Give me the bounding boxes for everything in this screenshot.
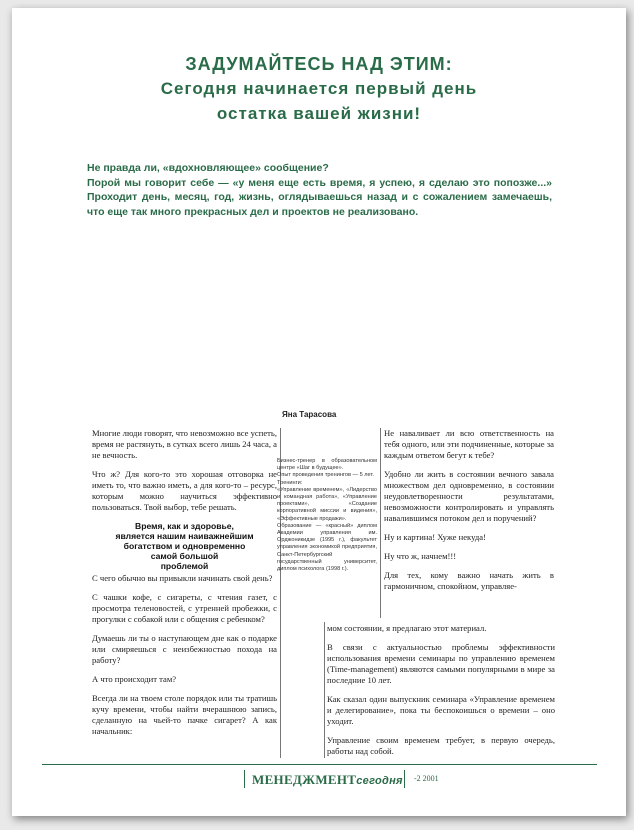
paragraph: Ну что ж, начнем!!! bbox=[384, 551, 457, 561]
paragraph: Ну и картина! Хуже некуда! bbox=[384, 532, 486, 542]
magazine-logo: МЕНЕДЖМЕНТсегодня bbox=[252, 772, 403, 787]
title-line-1: ЗАДУМАЙТЕСЬ НАД ЭТИМ: bbox=[185, 54, 453, 74]
paragraph: А что происходит там? bbox=[92, 674, 177, 684]
paragraph: С чашки кофе, с сигареты, с чтения газет, с просмотра теленовостей, с утренней пробежки, с прогулки с собакой или с общения с ребенком? bbox=[92, 592, 277, 624]
paragraph: мом состоянии, я предлагаю этот материал. bbox=[327, 623, 487, 633]
title-line-2: Сегодня начинается первый день bbox=[160, 79, 478, 98]
title-line-3: остатка вашей жизни! bbox=[216, 104, 422, 123]
paragraph: Всегда ли на твоем столе порядок или ты тратишь кучу времени, чтобы найти вчерашнюю запись, сделанную на чьей-то пачке сигарет? А как начальник: bbox=[92, 693, 277, 736]
author-name: Яна Тарасова bbox=[282, 410, 337, 419]
column-divider bbox=[380, 428, 381, 618]
column-right bbox=[384, 428, 554, 600]
lead-paragraph bbox=[87, 161, 552, 219]
lead-text: Порой мы говорит себе — «у меня еще есть время, я успею, я сделаю это попозже...» Проходит день, месяц, год, жизнь, оглядываешься назад и с сожалением замечаешь, что еще так много прекрасных дел и проектов не реализовано. bbox=[87, 176, 552, 218]
column-divider bbox=[324, 622, 325, 758]
footer-bar bbox=[244, 770, 245, 788]
lead-question: Не правда ли, «вдохновляющее» сообщение? bbox=[87, 162, 329, 174]
paragraph: Как сказал один выпускник семинара «Управление временем и делегирование», пока ты беспокоишься о времени – оно уходит. bbox=[327, 694, 555, 726]
column-right-lower bbox=[327, 623, 555, 765]
paragraph: Удобно ли жить в состоянии вечного завала множеством дел одновременно, в состоянии неудовлетворенности результатами, невозможности контролировать и управлять навалившимся потоком дел и поручений? bbox=[384, 469, 554, 523]
paragraph: Думаешь ли ты о наступающем дне как о подарке или смиряешься с неизбежностью похода на работу? bbox=[92, 633, 277, 665]
footer-bar bbox=[404, 770, 405, 788]
pull-quote: Время, как и здоровье, является нашим наиважнейшим богатством и одновременно самой большой проблемой bbox=[115, 521, 254, 571]
paragraph: С чего обычно вы привыкли начинать свой день? bbox=[92, 573, 273, 583]
footer-rule bbox=[42, 764, 597, 765]
issue-number: -2 2001 bbox=[414, 774, 439, 783]
column-left bbox=[92, 428, 277, 745]
article-title bbox=[12, 52, 626, 126]
author-bio-sidebar: Бизнес-тренер в образовательном центре «Шаг в будущее». Опыт проведения тренингов — 5 лет. Тренинги: «Управление временем», «Лидерство и командная работа», «Управление проектами», «Создание корпоративной миссии и видения», «Эффективные продажи». Образование — «красный» диплом Академии управления им. Орджоникидзе (1995 г.), факультет управления экономикой предприятия, Санкт-Петербургский государственный университет, диплом психолога (1998 г.). bbox=[277, 458, 377, 573]
paragraph: Управление своим временем требует, в первую очередь, работы над собой. bbox=[327, 735, 555, 756]
paragraph: Для тех, кому важно начать жить в гармоничном, спокойном, управляе- bbox=[384, 570, 554, 591]
paragraph: Не наваливает ли всю ответственность на тебя одного, или эти подчиненные, которые за каждым ответом бегут к тебе? bbox=[384, 428, 554, 460]
magazine-page bbox=[12, 8, 626, 816]
paragraph: Многие люди говорят, что невозможно все успеть, время не растянуть, в сутках всего лишь 24 часа, а не вечность. bbox=[92, 428, 277, 460]
paragraph: Что ж? Для кого-то это хорошая отговорка не иметь то, что важно иметь, а для кого-то – ресурс, которым можно научиться эффективно пользоваться. Твой выбор, тебе решать. bbox=[92, 469, 277, 512]
paragraph: В связи с актуальностью проблемы эффективности использования времени семинары по управлению временем (Time-management) являются самыми популярными в мире за последние 10 лет. bbox=[327, 642, 555, 685]
